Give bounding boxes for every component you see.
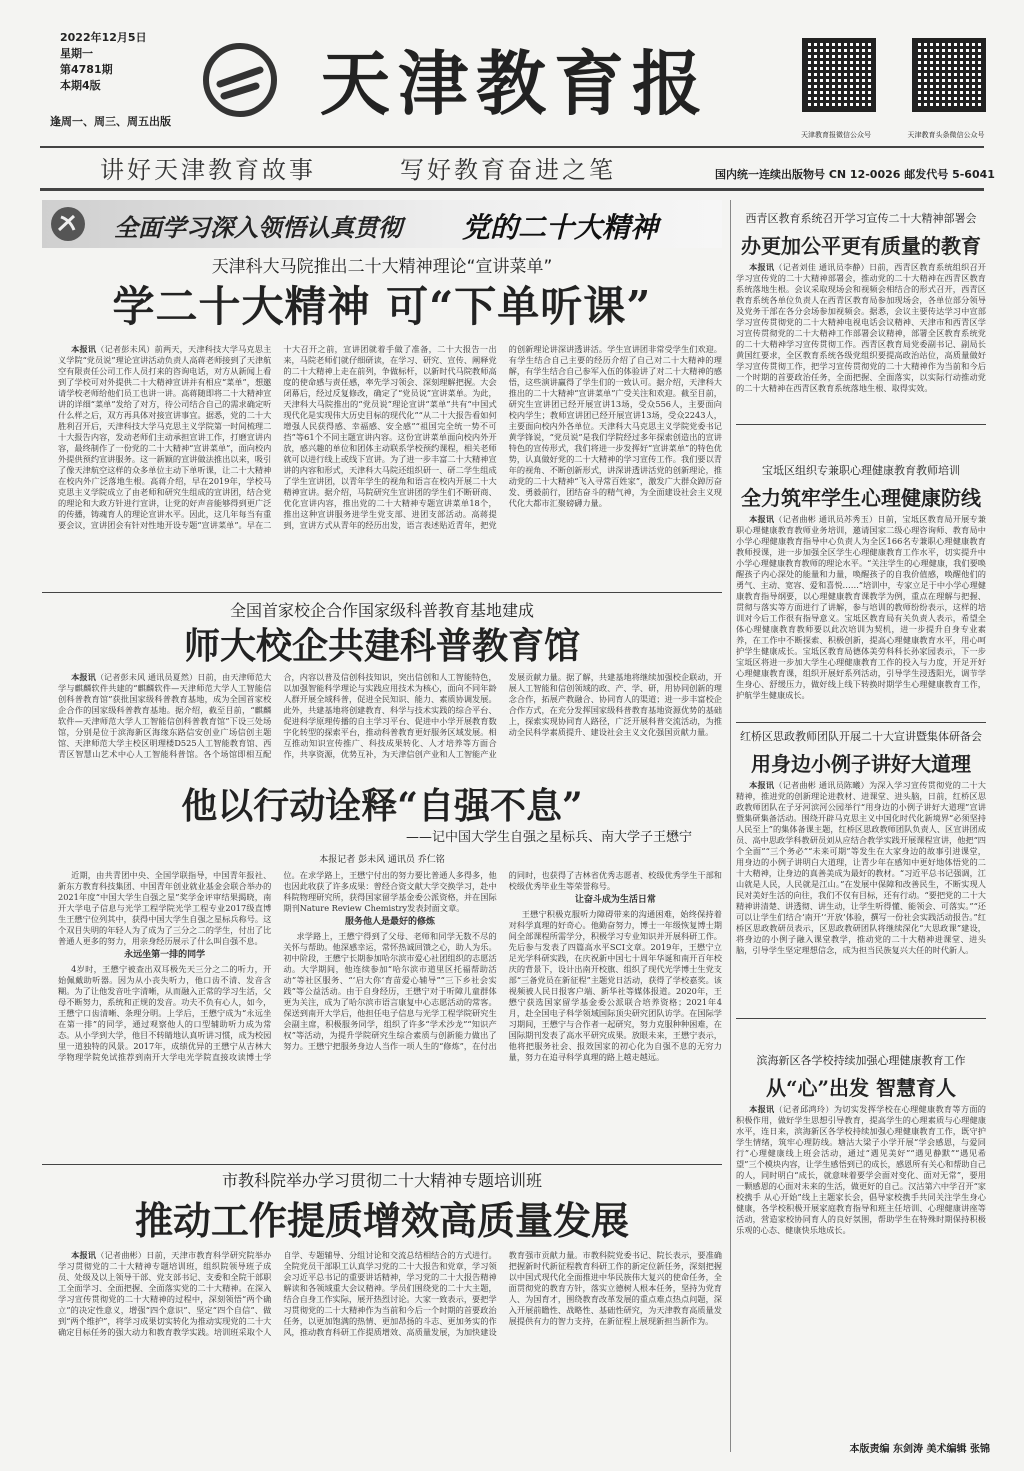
art3-text1: 近期，由共青团中央、全国学联指导，中国青年报社、新东方教育科技集团、中国青年创业就业基金会联合举办的2021年度“中国大学生自强之星”奖学金评审结果揭晓，南开大学电子信息与光学工程学院光学工程专业2017级直博生王懋宁位列其中，获得中国大学生自强之星标兵称号。这个双目失明的年轻人为了成为了三分之二的学生，付出了比普通人更多的努力，用亲身经历展示了什么叫自强不息。: [58, 870, 272, 946]
art3-subhead-3: 让奋斗成为生活日常: [574, 895, 656, 905]
banner: [42, 200, 722, 248]
side3-lead: 本报讯: [749, 780, 775, 790]
side3-title: 用身边小例子讲好大道理: [751, 752, 971, 776]
qr-code-toutiao: [912, 38, 986, 112]
art3-subhead-2: 服务他人是最好的修炼: [344, 917, 435, 927]
art2-lead: 本报讯: [71, 672, 96, 682]
side1-title: 办更加公平更有质量的教育: [741, 234, 981, 258]
side4-kicker: 滨海新区各学校持续加强心理健康教育工作: [756, 1054, 966, 1067]
art3-text3: 求学路上，王懋宁得到了父母、老师和同学无数不尽的关怀与帮助。他深感幸运，常怀热诚回馈之心，助人为乐。初中阶段，王懋宁长期参加哈尔滨市爱心社团组织的志愿活动。大学期间，他连续参加“哈尔滨市道里区托福帮助活动”等社区服务、“‘启大你’育苗爱心辅导”“三下乡社会实践”等公益活动。由于自身经历，王懋宁对于听障儿童群体更为关注，成为了哈尔滨市语言康复中心志愿活动的常客。保送到南开大学后，他担任电子信息与光学工程学院研究生会副主席，积极服务同学，组织了许多“学术沙龙”“知识产权”等活动，为提升学院研究生综合素质与创新能力做出了努力。王懋宁把服务身边人当作一项人生的“修炼”，在付出的同时，也获得了吉林省优秀志愿者、校级优秀学生干部和校级优秀毕业生等荣誉称号。: [283, 870, 722, 1051]
banner-right-text: 党的二十大精神: [462, 211, 659, 244]
art3-text4: 王懋宁积极克服听力障碍带来的沟通困难，始终保持着对科学真理的好奇心。他勤奋努力，博士一年级恢复博士期间全部课程所需学分，积极学习专业知识并开展科研工作。先后参与发表了四篇高水平SCI文章。2019年，王懋宁立足光学科研实践，在庆祝新中国七十周年华诞和南开百年校庆的背景下，设计出南开校旗、组织了现代光学博士生党支部“三备党员在新征程”主题党日活动，获得了学校嘉奖。该视频被人民日报客户端、新华社等媒体报道。2020年，王懋宁获选国家留学基金委公派联合培养资格；2021年4月，赴全国电子科学领域国际顶尖研究团队访学。在国际学习期间，王懋宁与合作者一起研究，努力克服种种困难，在国际期刊发表了高水平研究成果。放眼未来，王懋宁表示，他将把服务社会、报效国家的初心化为自强不息的无穷力量，努力在追寻科学真理的路上越走越远。: [508, 909, 722, 1062]
side3-text: （记者曲彬 通讯员陈曦）为深入学习宣传贯彻党的二十大精神，推进党的创新理论进教材、进课堂、进头脑，日前，红桥区思政教师团队在子牙河滨河公园举行“用身边的小例子讲好大道理”宣讲暨集研集备活动。围绕开辟马克思主义中国化时代化新境界“必须坚持人民至上”的集体备课主题，红桥区思政教师团队负责人、区宣讲团成员、高中思政学科教研员刘从应结合教学实践开展课程宣讲，他把“四个全面”“三个务必”“未来可期”等发生在大家身边的故事引进课堂，用身边的小例子讲明白大道理，让青少年在感知中更好地体悟党的二十大精神，让身边的真善美成为最好的教材。“习近平总书记强调，江山就是人民，人民就是江山。”在发展中保障和改善民生，不断实现人民对美好生活的向往，我们不仅有目标，还有行动。“要把党的二十大精神讲清楚、讲透彻、讲生动，让学生听得懂、能领会、可落实。”“还可以让学生们结合‘南开’‘开放’体验，撰写一份社会实践活动报告。”红桥区思政教研员表示，区思政教研团队将继续深化“大思政课”建设，将身边的小例子融入课堂教学，推动党的二十大精神进课堂、进头脑，引导学生坚定理想信念，成为担当民族复兴大任的时代新人。: [736, 780, 986, 955]
art4-text: （记者曲彬）日前，天津市教育科学研究院举办学习贯彻党的二十大精神专题培训班，组织院领导班子成员、处级及以上领导干部、党支部书记、支委和全院干部职工全面学习、全面把握、全面落实党的二十大精神。在深入学习宣传贯彻党的二十大精神的过程中，深刻领悟“两个确立”的决定性意义，增强“四个意识”、坚定“四个自信”、做到“两个维护”，将学习成果切实转化为推动实现党的二十大确定目标任务的强大动力和教育教学实践。培训班采取个人自学、专题辅导、分组讨论和交流总结相结合的方式进行。全院党员干部职工认真学习党的二十大报告和党章，学习领会习近平总书记的重要讲话精神，学习党的二十大报告精神解读和各领域重大会议精神。学员们围绕党的二十大主题，结合自身工作实际，展开热烈讨论。大家一致表示，要把学习贯彻党的二十大精神作为当前和今后一个时期的首要政治任务，以更加饱满的热情、更加昂扬的斗志、更加务实的作风，推动教育科研工作提质增效、高质量发展，为加快建设教育强市贡献力量。市教科院党委书记、院长表示，要准确把握新时代新征程教育科研工作的新定位新任务，深刻把握以中国式现代化全面推进中华民族伟大复兴的使命任务，全面贯彻党的教育方针，落实立德树人根本任务，坚持为党育人、为国育才，围绕教育改革发展的重点难点热点问题，深入开展前瞻性、战略性、基础性研究，为天津教育高质量发展提供有力的智力支持，在新征程上展现新担当新作为。: [58, 1250, 722, 1337]
side2-lead: 本报讯: [749, 514, 775, 524]
art3-body: [58, 870, 722, 1160]
side3-body: [736, 780, 986, 1012]
paper-name: 天津教育报: [320, 42, 710, 125]
issue-pages: 本期4版: [60, 79, 101, 92]
side3-kicker: 红桥区思政教师团队开展二十大宣讲暨集体研备会: [740, 730, 982, 743]
publish-schedule: 逢周一、周三、周五出版: [50, 115, 171, 128]
party-emblem-icon: [50, 206, 86, 242]
side2-title: 全力筑牢学生心理健康防线: [741, 486, 981, 510]
issue-number: 第4781期: [60, 63, 113, 76]
page-editors: 本版责编 东剑涛 美术编辑 张锦: [849, 1444, 990, 1455]
art4-body: [58, 1250, 722, 1450]
art1-lead: 本报讯: [71, 344, 97, 354]
art2-title: 师大校企共建科普教育馆: [183, 625, 580, 667]
art4-lead: 本报讯: [71, 1250, 97, 1260]
publication-number: 国内统一连续出版物号 CN 12-0026 邮发代号 5-6041: [715, 168, 995, 181]
side4-text: （记者邱鸿玲）为切实发挥学校在心理健康教育等方面的积极作用，做好学生思想引导教育，提高学生的心理素质与心理健康水平，连日来，滨海新区各学校持续加强心理健康教育工作，既守护学生情绪，筑牢心理防线。塘沽大梁子小学开展“学会感恩，与爱同行”心理健康线上班会活动，通过“遇见美好”“遇见静默”“遇见希望”三个模块内容，让学生感悟到已的成长，感恩所有关心和帮助自己的人，同时明白“成长，就意味着要学会面对变化、面对无常”，要用一颗感恩的心面对未来的生活，做更好的自己。汉沽第六中学召开“家校携手 从心开始”线上主题家长会，倡导家校携手共同关注学生身心健康，各学校积极开展家庭教育指导和班主任培训、心理健康讲座等活动，营造家校协同育人的良好氛围，帮助学生在特殊时期保持积极乐观的心态、健康快乐地成长。: [736, 1104, 986, 1235]
side2-text: （记者曲彬 通讯员苏秀玉）日前，宝坻区教育局开展专兼职心理健康教育教师业务培训，邀请国家二级心理咨询师、教育局中小学心理健康教育指导中心负责人为全区166名专兼职心理健康教育教师授课，进一步加强全区学生心理健康教育工作水平，切实提升中小学心理健康教育教师的理论水平。“关注学生的心理健康，我们要唤醒孩子内心深处的能量和力量，唤醒孩子的自我价值感，唤醒他们的勇气、主动、宽容、爱和喜悦……”培训中，专家立足于中小学心理健康教育指导纲要，以心理健康教育课教学为例，重点在理解与把握、贯彻与落实等方面进行了讲解，参与培训的教师纷纷表示，这样的培训对今后工作很有指导意义。宝坻区教育局有关负责人表示，希望全体心理健康教育教师要以此次培训为契机，进一步提升自身专业素养，在工作中不断探索、积极创新，提高心理健康教育水平，用心呵护学生健康成长。宝坻区教育局德体美劳科科长孙家园表示，下一步宝坻区将进一步加大学生心理健康教育工作的投入与力度，开足开好心理健康教育课，组织开展好系列活动，引导学生浸透阳光，调节学生身心、舒缓压力，做好线上线下转换时期学生心理健康教育工作，护航学生健康成长。: [736, 514, 986, 700]
art4-title: 推动工作提质增效高质量发展: [134, 1198, 629, 1243]
side4-lead: 本报讯: [749, 1104, 775, 1114]
side2-kicker: 宝坻区组织专兼职心理健康教育教师培训: [762, 464, 960, 477]
slogan-2: 写好教育奋进之笔: [400, 156, 616, 184]
art4-kicker: 市教科院举办学习贯彻二十大精神专题培训班: [221, 1171, 542, 1190]
art1-body: [58, 344, 722, 584]
qr1-label: 天津教育报微信公众号: [801, 131, 871, 139]
qr2-label: 天津教育头条微信公众号: [907, 131, 985, 139]
side1-kicker: 西青区教育系统召开学习宣传二十大精神部署会: [745, 212, 977, 225]
art1-kicker: 天津科大马院推出二十大精神理论“宣讲菜单”: [211, 257, 553, 277]
art1-text: （记者彭未风）前两天，天津科技大学马克思主义学院“党员说”理论宣讲活动负责人高蒋老师接到了天津航空有限责任公司工作人员打来的咨询电话，对方从新闻上看到了学校可对外提供二十大精神宣讲并有相应“菜单”，想邀请学校老师给他们员工也讲一讲。高蒋随即将二十大精神宣讲的详细“菜单”发给了对方，待公司结合自己的需求确定听什么样之后，双方再具体对接宣讲事宜。据悉，党的二十大胜利召开后，天津科技大学马克思主义学院第一时间梳理二十大报告内容，发动老师们主动承担宣讲工作，打磨宣讲内容，最终制作了一份党的二十大精神“宣讲菜单”，面向校内外提供预约宣讲服务。这一新颖的宣讲做法推出以来，吸引了像天津航空这样的众多单位主动下单听课，让二十大精神在校内外广泛落地生根。高蒋介绍，早在2019年，学校马克思主义学院成立了由老师和研究生组成的宣讲团，结合党的理论和大政方针进行宣讲，让党的好声音能够得到更广泛的传播，铸魂育人的理论宣讲水平。因此，这几年每当有重要会议，宣讲团会有针对性地开设专题“宣讲菜单”。早在二十大召开之前，宣讲团就着手做了准备，二十大报告一出来，马院老师们就仔细研读，在学习、研究、宣传、阐释党的二十大精神上走在前列，争做标杆，以新时代马院教师高度的使命感与责任感，率先学习领会、深刻理解把握。大会闭幕后，经过反复修改，确定了“党员说”宣讲菜单。为此，天津科大马院推出的“党员说”理论宣讲“菜单”共有“中国式现代化是实现伟大历史目标的现代化”“从二十大报告看如何增强人民获得感、幸福感、安全感”“祖国完全统一势不可挡”等61个不同主题宣讲内容。这份宣讲菜单面向校内外开放，感兴趣的单位和团体主动联系学校预约课程，相关老师就可以进行线上或线下宣讲。为了进一步丰富二十大精神宣讲的内容和形式，天津科大马院还组织研一、研二学生组成了学生宣讲团，以青年学生的视角和语言在校内开展二十大精神宣讲。据介绍，马院研究生宣讲团的学生们不断研商、优化宣讲内容，推出党的二十大精神专题宣讲菜单18个，推出这种宣讲服务进学生党支部、进团支部活动。高蒋提到，宣讲方式从青年的经历出发，语言表述贴近青年，把党的创新理论讲深讲透讲活。学生宣讲团非常受学生们欢迎。有学生结合自己主要的经历介绍了自己对二十大精神的理解，有学生结合自己参军入伍的体验讲了对二十大精神的感悟，这些演讲赢得了学生们的一致认可。据介绍，天津科大推出的二十大精神“宣讲菜单”广受关注和欢迎。截至目前，研究生宣讲团已经开展宣讲13场，受众556人，主要面向校内学生；教师宣讲团已经开展宣讲13场，受众2243人，主要面向校内外各单位。天津科大马克思主义学院党委书记黄学锋说，“党员说”是我们学院经过多年探索创造出的宣讲特色的宣传形式，我们将进一步发挥好“宣讲菜单”的特色优势，认真做好党的二十大精神的学习宣传工作。我们要以青年的视角、不断创新形式，讲深讲透讲活党的创新理论，推动党的二十大精神“飞入寻常百姓家”，激发广大群众踔厉奋发、勇毅前行，团结奋斗的精气神，为全面建设社会主义现代化大都市汇聚磅礴力量。: [58, 344, 722, 530]
issue-info: [60, 30, 195, 94]
art2-body: [58, 672, 722, 772]
side4-title: 从“心”出发 智慧育人: [766, 1076, 956, 1100]
art2-text: （记者彭未风 通讯员夏然）日前，由天津师范大学与麒麟软件共建的“麒麟软件—天津师范大学人工智能信创科普教育馆”获批国家级科普教育基地，成为全国首家校企合作的国家级科普教育基地。据介绍，截至目前，“麒麟软件—天津师范大学人工智能信创科普教育馆”下设三处场馆，分别是位于滨海新区海缘东路信安创业广场信创主题馆、天津师范大学主校区明理楼D525人工智能教育馆、西青区智慧山艺术中心人工智能科普馆。各个场馆即相互配合，内容以普及信创科技知识，突出信创和人工智能特色，以加强智能科学理论与实践应用技术为核心，面向不同年龄人群开展全域科普，促进全民知识、能力、素质协调发展。此外，共建基地将创建教育、科学与技术实践的综合平台、促进科学原理传播的自主学习平台、促进中小学开展教育数字化转型的探索平台，推动科普教育更好服务区域发展。相互推动知识宣传推广、科技成果转化、人才培养等方面合作，共享资源，优势互补，为天津信创产业和人工智能产业发展贡献力量。据了解，共建基地将继续加强校企联动，开展人工智能和信创领域的政、产、学、研，用协同创新的理念合作，拓展产教融合、协同育人的渠道；进一步丰富校企合作方式，在充分发挥国家级科普教育基地资源优势的基础上，探索实现协同育人路径，广泛开展科普交流活动，为推动全民科学素质提升、建设社会主义文化强国贡献力量。: [58, 672, 722, 759]
side4-body: [736, 1104, 986, 1414]
art1-title: 学二十大精神 可“下单听课”: [112, 282, 652, 331]
paper-logo-icon: [200, 40, 280, 120]
art3-text2: 4岁时，王懋宁被查出双耳极先天三分之二的听力，开始佩戴助听器。因为从小丧失听力，他口齿不清、发音含糊。为了让他发音吐字清晰，从而融入正常的学习生活，父母不断努力，系统和正规的发音。功夫不负有心人，如今，王懋宁口齿清晰、条理分明。上学后，王懋宁成为“永远坐在第一排”的同学，通过观察他人的口型辅助听力成为常态。从小学到大学，他目不转睛地认真听讲习惯，成为校园里一道独特的风景。2017年，成绩优异的王懋宁从吉林大学物理学院免试推荐到南开大学电光学院直接攻读博士学位。在求学路上，王懋宁付出的努力要比普通人多得多，他也因此收获了许多成果：曾经合资文献大学交换学习，赴中科院物理研究所，获得国家留学基金委公派资格，并在国际期刊Nature Review Chemistry发表封面文章。: [58, 870, 497, 1062]
side1-text: （记者刘佳 通讯员李静）日前，西青区教育系统组织召开学习宣传党的二十大精神部署会，推动党的二十大精神在西青区教育系统落地生根。会议采取现场会和视频会相结合的形式召开，西青区教育系统各单位负责人在西青区教育局参加现场会，各单位部分领导及党务干部在各分会场参加视频会。据悉，会议主要传达学习中宣部学习宣传贯彻党的二十大精神电视电话会议精神、天津市和西青区学习宣传贯彻党的二十大精神工作部署会议精神，部署全区教育系统党的二十大精神学习宣传贯彻工作。西青区教育局党委副书记、副局长黄国红要求，全区教育系统各级党组织要提高政治站位，高质量做好学习宣传贯彻工作，把学习宣传贯彻党的二十大精神作为当前和今后一个时期的首要政治任务，全面把握、全面落实，以实际行动推动党的二十大精神在西青区教育系统落地生根、取得实效。: [736, 262, 986, 393]
art3-subhead-1: 永远坐第一排的同学: [124, 950, 206, 960]
side2-body: [736, 514, 986, 714]
banner-left-text: 全面学习深入领悟认真贯彻: [114, 214, 402, 242]
issue-weekday: 星期一: [60, 47, 93, 60]
art2-kicker: 全国首家校企合作国家级科普教育基地建成: [229, 601, 534, 620]
art3-byline: 本报记者 彭未风 通讯员 乔仁铭: [319, 855, 445, 865]
art3-title: 他以行动诠释“自强不息”: [181, 785, 583, 827]
side1-body: [736, 262, 986, 418]
art3-subtitle: ——记中国大学生自强之星标兵、南大学子王懋宁: [405, 830, 692, 845]
qr-code-wechat: [802, 38, 876, 112]
side1-lead: 本报讯: [749, 262, 775, 272]
issue-date: 2022年12月5日: [60, 31, 147, 44]
slogan-1: 讲好天津教育故事: [100, 156, 316, 184]
